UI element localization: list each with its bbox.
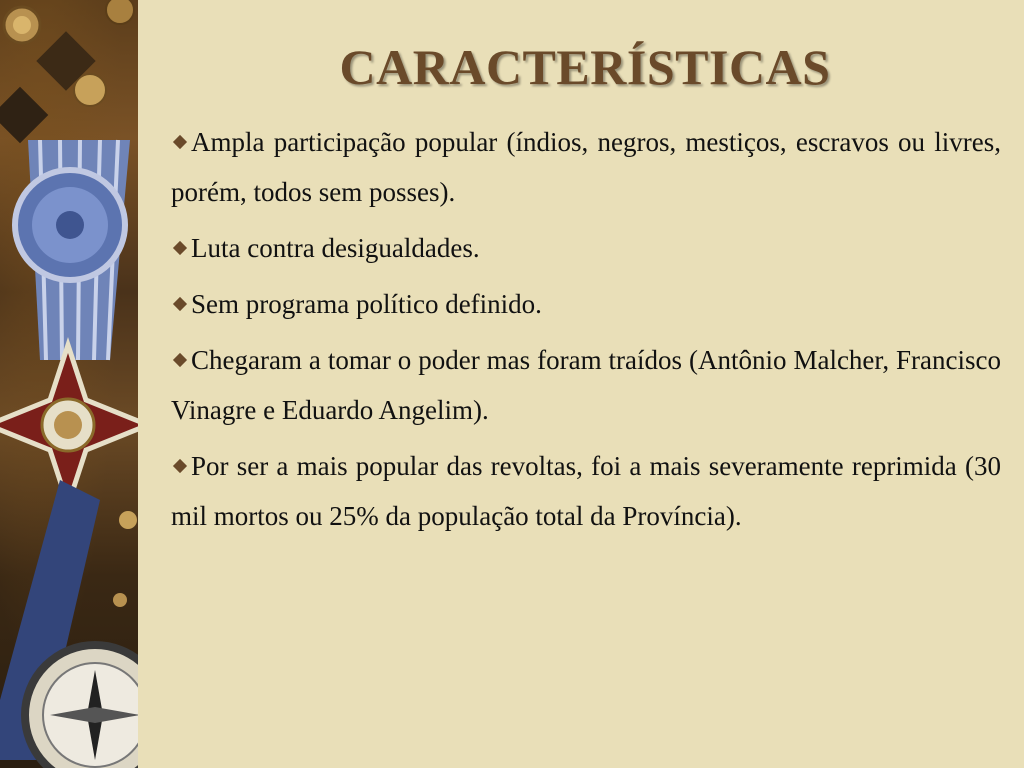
decorative-collage	[0, 0, 138, 768]
medal-icon	[0, 0, 138, 768]
bullet-list	[171, 117, 1001, 547]
diamond-bullet-icon	[173, 135, 187, 149]
bullet-item	[171, 279, 1001, 329]
diamond-bullet-icon	[173, 459, 187, 473]
bullet-text: Ampla participação popular (índios, negros, mestiços, escravos ou livres, porém, todos sem posses).	[171, 127, 1001, 207]
bullet-item	[171, 117, 1001, 217]
diamond-bullet-icon	[173, 297, 187, 311]
bullet-item	[171, 335, 1001, 435]
slide-title: CARACTERÍSTICAS	[339, 39, 831, 95]
bullet-text: Sem programa político definido.	[191, 289, 542, 319]
diamond-bullet-icon	[173, 353, 187, 367]
bullet-item	[171, 441, 1001, 541]
bullet-text: Luta contra desigualdades.	[191, 233, 480, 263]
diamond-bullet-icon	[173, 241, 187, 255]
bullet-text: Chegaram a tomar o poder mas foram traídos (Antônio Malcher, Francisco Vinagre e Eduardo Angelim).	[171, 345, 1001, 425]
compass-icon	[25, 645, 138, 768]
bullet-text: Por ser a mais popular das revoltas, foi a mais severamente reprimida (30 mil mortos ou 25% da população total da Província).	[171, 451, 1001, 531]
bullet-item	[171, 223, 1001, 273]
